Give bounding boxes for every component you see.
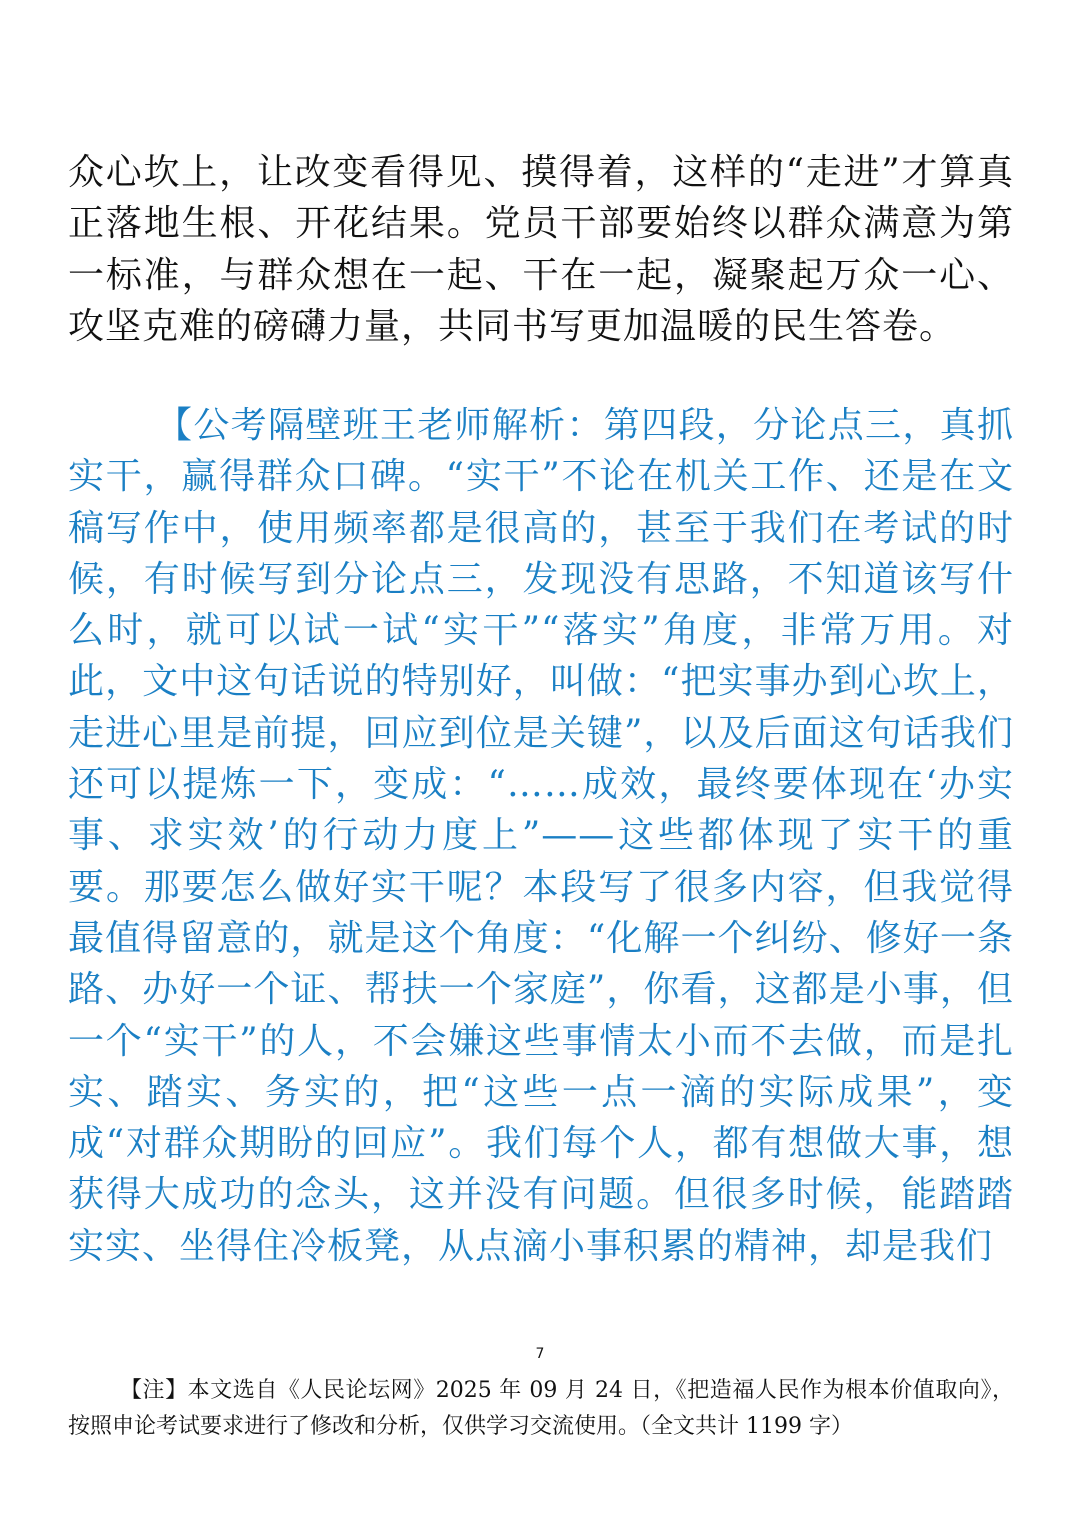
body-paragraph: 众心坎上，让改变看得见、摸得着，这样的“走进”才算真正落地生根、开花结果。党员干部要始终以群众满意为第一标准，与群众想在一起、干在一起，凝聚起万众一心、攻坚克难的磅礴力量，共同书写更加温暖的民生答卷。 (68, 152, 1014, 347)
footnote: 【注】本文选自《人民论坛网》2025 年 09 月 24 日，《把造福人民作为根本价值取向》，按照申论考试要求进行了修改和分析，仅供学习交流使用。（全文共计 1199 字） (68, 1378, 1014, 1439)
analysis-paragraph: 【公考隔壁班王老师解析：第四段，分论点三，真抓实干，赢得群众口碑。“实干”不论在机关工作、还是在文稿写作中，使用频率都是很高的，甚至于我们在考试的时候，有时候写到分论点三，发现没有思路，不知道该写什么时，就可以试一试“实干”“落实”角度，非常万用。对此，文中这句话说的特别好，叫做：“把实事办到心坎上，走进心里是前提，回应到位是关键”，以及后面这句话我们还可以提炼一下，变成：“……成效，最终要体现在‘办实事、求实效’的行动力度上”——这些都体现了实干的重要。那要怎么做好实干呢？本段写了很多内容，但我觉得最值得留意的，就是这个角度：“化解一个纠纷、修好一条路、办好一个证、帮扶一个家庭”，你看，这都是小事，但一个“实干”的人，不会嫌这些事情太小而不去做，而是扎实、踏实、务实的，把“这些一点一滴的实际成果”，变成“对群众期盼的回应”。我们每个人，都有想做大事，想获得大成功的念头，这并没有问题。但很多时候，能踏踏实实、坐得住冷板凳，从点滴小事积累的精神，却是我们 (68, 405, 1014, 1267)
page-number: 7 (535, 1346, 545, 1362)
